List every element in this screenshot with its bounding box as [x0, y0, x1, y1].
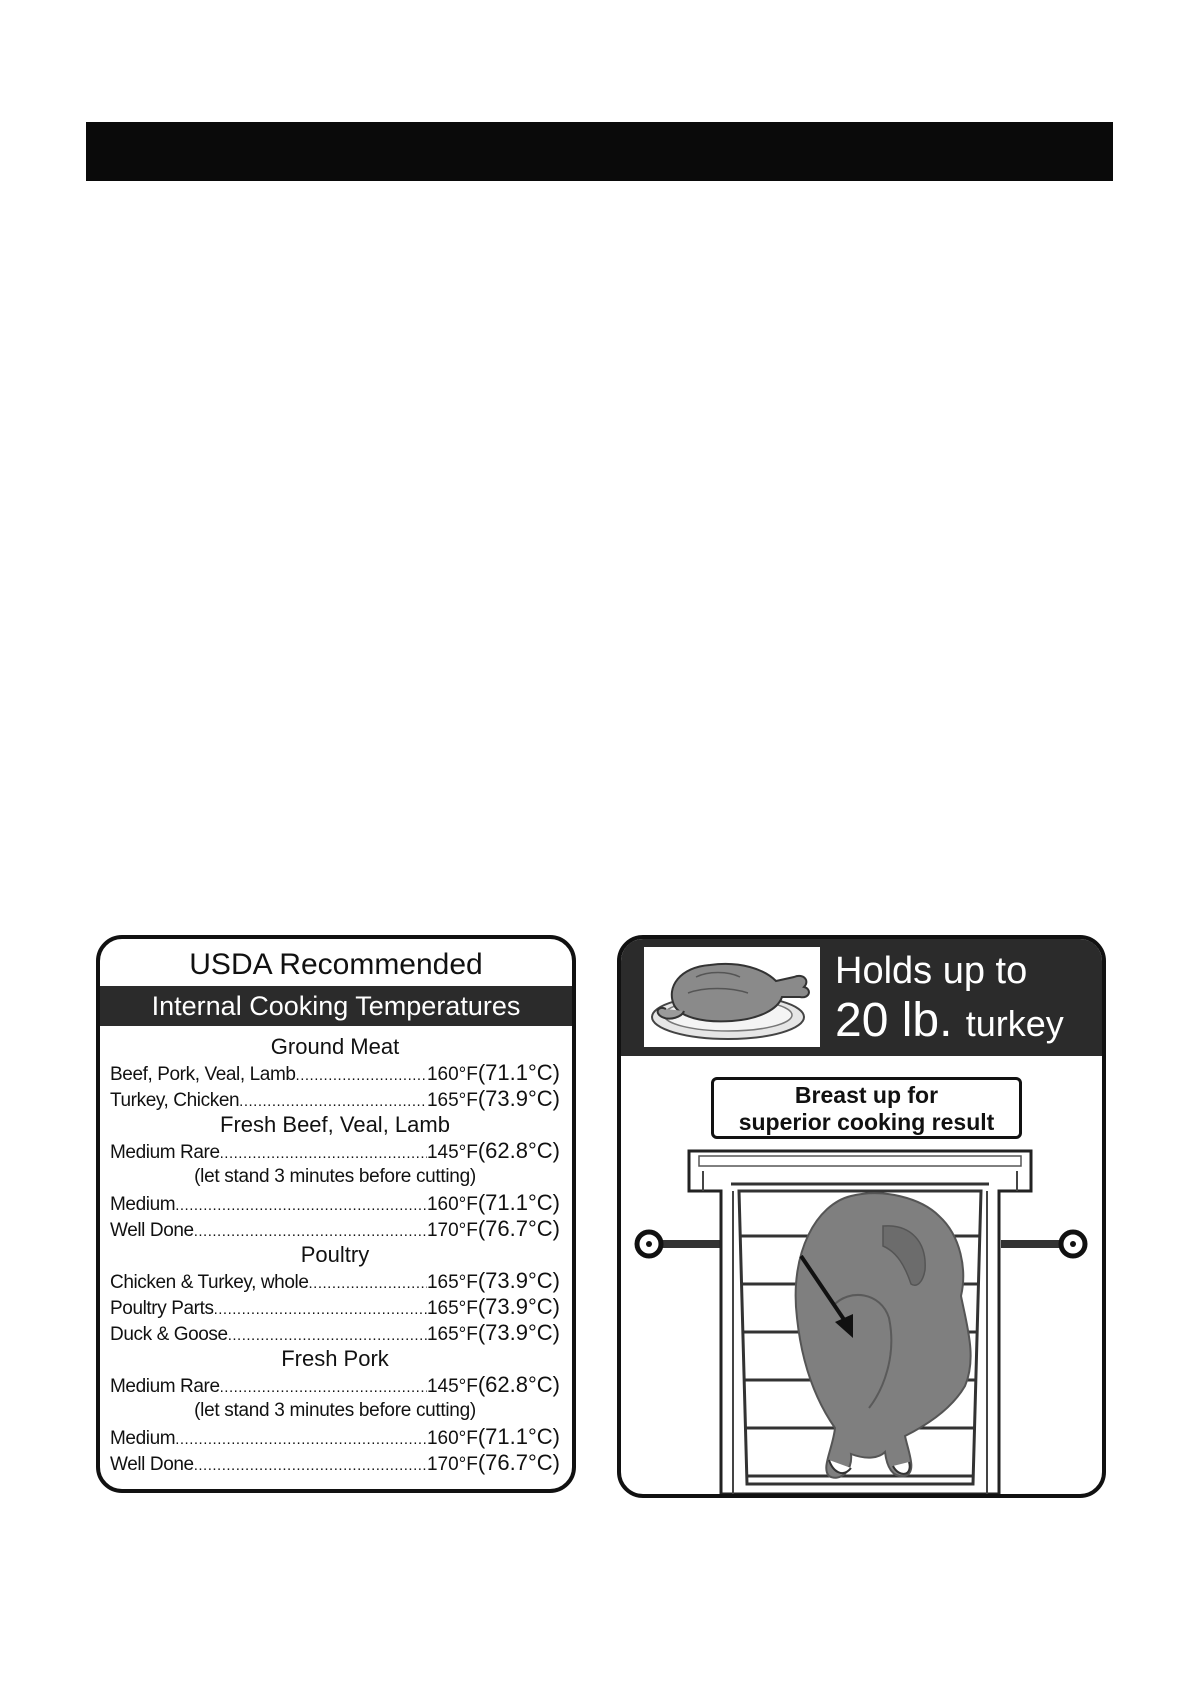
usda-title: USDA Recommended	[189, 948, 483, 981]
temp-row	[110, 1060, 560, 1086]
callout-line-1: Breast up for	[794, 1082, 939, 1108]
stand-note: (let stand 3 minutes before cutting)	[194, 1400, 476, 1421]
temp-item: Medium Rare	[110, 1376, 220, 1397]
temp-item: Poultry Parts	[110, 1298, 214, 1319]
usda-temperature-card	[96, 935, 576, 1493]
temp-value: 165°F(73.9°C)	[426, 1294, 560, 1319]
usda-subtitle: Internal Cooking Temperatures	[100, 986, 572, 1026]
turkey-capacity-card	[617, 935, 1106, 1498]
temp-row	[110, 1424, 560, 1450]
temp-value: 160°F(71.1°C)	[426, 1060, 560, 1085]
temp-value: 145°F(62.8°C)	[426, 1372, 560, 1397]
temp-value: 160°F(71.1°C)	[426, 1190, 560, 1215]
roast-turkey-icon	[644, 947, 820, 1047]
callout-line-2: superior cooking result	[738, 1109, 995, 1135]
temp-item: Duck & Goose	[110, 1324, 228, 1345]
temp-item: Well Done	[110, 1454, 194, 1475]
header-bar	[86, 122, 1113, 181]
turkey-card-header	[621, 939, 1102, 1056]
temp-value: 165°F(73.9°C)	[426, 1320, 560, 1345]
capacity-text: 20 lb. turkey	[835, 994, 1064, 1047]
temp-item: Medium	[110, 1428, 176, 1449]
dot-leader	[175, 1193, 427, 1219]
dot-leader	[175, 1427, 427, 1453]
temp-value: 145°F(62.8°C)	[426, 1138, 560, 1163]
section-heading-fresh-beef: Fresh Beef, Veal, Lamb	[220, 1112, 450, 1137]
temp-row	[110, 1294, 560, 1320]
breast-up-callout	[711, 1077, 1022, 1139]
holds-up-to-text: Holds up to	[835, 950, 1028, 992]
temp-value: 165°F(73.9°C)	[426, 1086, 560, 1111]
dot-leader	[296, 1063, 427, 1089]
temp-value: 165°F(73.9°C)	[426, 1268, 560, 1293]
temp-item: Medium	[110, 1194, 176, 1215]
temp-row	[110, 1138, 560, 1164]
temp-item: Beef, Pork, Veal, Lamb	[110, 1064, 296, 1085]
temp-value: 170°F(76.7°C)	[426, 1450, 560, 1475]
temp-item: Medium Rare	[110, 1142, 220, 1163]
section-heading-ground-meat: Ground Meat	[270, 1034, 400, 1059]
temp-row	[110, 1216, 560, 1242]
dot-leader	[214, 1297, 427, 1323]
temp-row	[110, 1320, 560, 1346]
temp-item: Chicken & Turkey, whole	[110, 1272, 309, 1293]
temp-row	[110, 1086, 560, 1112]
temp-item: Turkey, Chicken	[110, 1090, 240, 1111]
section-heading-fresh-pork: Fresh Pork	[281, 1346, 389, 1371]
temp-value: 170°F(76.7°C)	[426, 1216, 560, 1241]
temp-value: 160°F(71.1°C)	[426, 1424, 560, 1449]
dot-leader	[194, 1453, 427, 1479]
temp-row	[110, 1450, 560, 1476]
dot-leader	[308, 1271, 426, 1297]
stand-note: (let stand 3 minutes before cutting)	[194, 1166, 476, 1187]
section-heading-poultry: Poultry	[300, 1242, 370, 1267]
temp-item: Well Done	[110, 1220, 194, 1241]
temp-row	[110, 1372, 560, 1398]
temp-row	[110, 1190, 560, 1216]
temperature-list	[110, 1034, 560, 1476]
temp-row	[110, 1268, 560, 1294]
